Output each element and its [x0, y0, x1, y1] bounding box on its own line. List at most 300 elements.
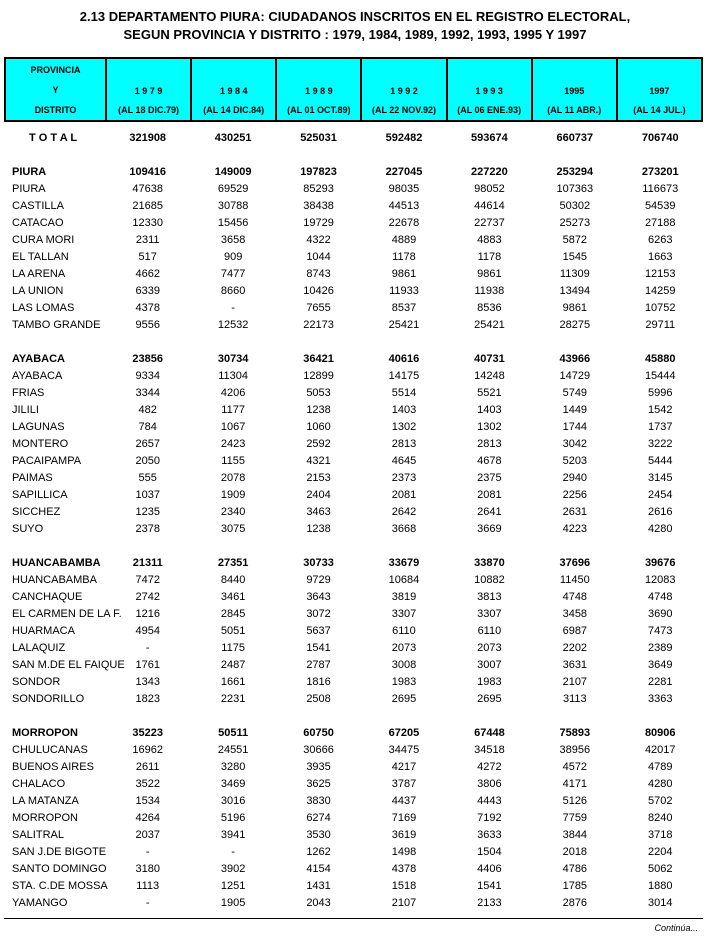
table-row-morropon: [4, 725, 703, 742]
value-cell: 29711: [645, 319, 676, 331]
page-title: [0, 0, 710, 44]
page-title-line2: SEGUN PROVINCIA Y DISTRITO : 1979, 1984, 1989, 1992, 1993, 1995 Y 1997: [123, 27, 587, 42]
table-row-buenos-aires: [4, 759, 703, 776]
value-cell: 592482: [385, 132, 423, 144]
value-cell: 1178: [392, 251, 416, 263]
value-cell: 3669: [477, 523, 502, 535]
spacer-row: [4, 538, 703, 555]
value-cell: 1545: [562, 251, 588, 263]
row-label: HUANCABAMBA: [12, 557, 101, 569]
value-cell: 67448: [474, 727, 505, 739]
value-cell: 4321: [306, 455, 331, 467]
value-cell: 28275: [559, 319, 591, 331]
value-cell: 4678: [477, 455, 502, 467]
table-row-yamango: [4, 895, 703, 912]
value-cell: 2018: [562, 846, 588, 858]
value-cell: 6987: [562, 625, 588, 637]
value-cell: 3718: [648, 829, 673, 841]
value-cell: 2642: [391, 506, 417, 518]
row-label: EL TALLAN: [12, 251, 69, 263]
value-cell: 50511: [218, 727, 249, 739]
table-row-san-j-de-bigote: [4, 844, 703, 861]
value-cell: 12330: [132, 217, 163, 229]
value-cell: 1060: [306, 421, 331, 433]
table-row-ayabaca: [4, 351, 703, 368]
value-cell: 11309: [559, 268, 590, 280]
value-cell: 1534: [135, 795, 160, 807]
table-row-las-lomas: [4, 300, 703, 317]
value-cell: 2631: [562, 506, 588, 518]
value-cell: 9861: [562, 302, 588, 314]
value-cell: 10684: [388, 574, 420, 586]
table-row-suyo: [4, 521, 703, 538]
table-row-santo-domingo: [4, 861, 703, 878]
value-cell: 3145: [648, 472, 673, 484]
value-cell: 4889: [391, 234, 417, 246]
value-cell: 2378: [135, 523, 160, 535]
page-title-line1: 2.13 DEPARTAMENTO PIURA: CIUDADANOS INSCRITOS EN EL REGISTRO ELECTORAL,: [79, 9, 631, 24]
value-cell: 227220: [471, 166, 508, 178]
table-row-huancabamba: [4, 555, 703, 572]
value-cell: 1880: [648, 880, 673, 892]
table-row-sicchez: [4, 504, 703, 521]
row-label: MONTERO: [12, 438, 69, 450]
value-cell: 44614: [474, 200, 505, 212]
row-label: MORROPON: [12, 812, 78, 824]
value-cell: 3072: [306, 608, 331, 620]
table-row-frias: [4, 385, 703, 402]
value-cell: 12083: [644, 574, 676, 586]
table-row-chalaco: [4, 776, 703, 793]
value-cell: 1037: [135, 489, 160, 501]
value-cell: 5749: [562, 387, 588, 399]
value-cell: 3935: [306, 761, 331, 773]
value-cell: 1067: [220, 421, 246, 433]
value-cell: 2611: [135, 761, 160, 773]
value-cell: 4171: [562, 778, 588, 790]
value-cell: 33870: [474, 557, 505, 569]
row-label: LAS LOMAS: [12, 302, 75, 314]
value-cell: 12899: [303, 370, 334, 382]
value-cell: 5514: [391, 387, 417, 399]
value-cell: 7192: [477, 812, 502, 824]
row-label: SONDORILLO: [12, 693, 85, 705]
value-cell: 3941: [220, 829, 246, 841]
value-cell: 2231: [220, 693, 246, 705]
value-cell: 2043: [306, 897, 331, 909]
value-cell: 3830: [306, 795, 331, 807]
value-cell: 109416: [129, 166, 167, 178]
value-cell: 4264: [135, 812, 160, 824]
value-cell: 13494: [559, 285, 591, 297]
value-cell: 5521: [477, 387, 502, 399]
table-bottom-rule: [4, 918, 703, 919]
value-cell: 4378: [135, 302, 160, 314]
value-cell: 6339: [135, 285, 160, 297]
row-label: LA UNION: [12, 285, 64, 297]
row-label: CURA MORI: [12, 234, 75, 246]
value-cell: 8536: [477, 302, 502, 314]
header-date-label: (AL 22 NOV.92): [371, 105, 436, 115]
header-year-label: 1 9 9 2: [390, 86, 418, 96]
value-cell: 3902: [220, 863, 246, 875]
row-label: STA. C.DE MOSSA: [12, 880, 108, 892]
value-cell: 3075: [220, 523, 246, 535]
value-cell: 34518: [474, 744, 505, 756]
row-label: LAGUNAS: [12, 421, 65, 433]
value-cell: 4748: [648, 591, 673, 603]
value-cell: 1761: [135, 659, 160, 671]
value-cell: 4748: [562, 591, 588, 603]
header-year-label: 1 9 8 9: [305, 86, 333, 96]
value-cell: 4223: [562, 523, 588, 535]
spacer-row: [4, 334, 703, 351]
table-row-salitral: [4, 827, 703, 844]
value-cell: 54539: [644, 200, 676, 212]
value-cell: 4437: [391, 795, 417, 807]
header-year-label: 1995: [564, 86, 585, 96]
value-cell: 1343: [135, 676, 160, 688]
value-cell: 8440: [220, 574, 246, 586]
value-cell: 2073: [391, 642, 417, 654]
value-cell: 98052: [474, 183, 505, 195]
value-cell: 4272: [477, 761, 502, 773]
value-cell: -: [231, 846, 235, 858]
value-cell: 3643: [306, 591, 331, 603]
table-row-morropon: [4, 810, 703, 827]
value-cell: 1238: [306, 404, 331, 416]
value-cell: 321908: [129, 132, 167, 144]
value-cell: 10882: [474, 574, 505, 586]
value-cell: 4883: [477, 234, 502, 246]
value-cell: 4572: [562, 761, 588, 773]
table-row-huarmaca: [4, 623, 703, 640]
value-cell: 11933: [389, 285, 419, 297]
value-cell: 33679: [388, 557, 420, 569]
value-cell: 2389: [648, 642, 673, 654]
value-cell: 80906: [644, 727, 676, 739]
row-label: BUENOS AIRES: [12, 761, 94, 773]
value-cell: 1403: [391, 404, 417, 416]
value-cell: 2876: [562, 897, 588, 909]
value-cell: 3625: [306, 778, 331, 790]
value-cell: 38956: [559, 744, 591, 756]
value-cell: 3363: [648, 693, 673, 705]
value-cell: 9556: [135, 319, 160, 331]
value-cell: 3668: [391, 523, 417, 535]
value-cell: 14729: [559, 370, 591, 382]
value-cell: 2050: [135, 455, 160, 467]
value-cell: 1262: [306, 846, 331, 858]
value-cell: 22678: [388, 217, 420, 229]
table-row-lagunas: [4, 419, 703, 436]
value-cell: 1504: [477, 846, 502, 858]
value-cell: 30666: [303, 744, 334, 756]
row-label: CATACAO: [12, 217, 64, 229]
value-cell: 4280: [648, 778, 673, 790]
table-row-chulucanas: [4, 742, 703, 759]
header-cell-year-1995: [533, 59, 618, 120]
table-row-piura: [4, 164, 703, 181]
value-cell: 430251: [214, 132, 252, 144]
table-row-lalaquiz: [4, 640, 703, 657]
table-row-catacao: [4, 215, 703, 232]
value-cell: 2340: [220, 506, 246, 518]
row-label: FRIAS: [12, 387, 45, 399]
header-date-label: (AL 18 DIC.79): [118, 105, 179, 115]
value-cell: 24551: [217, 744, 249, 756]
value-cell: 42017: [644, 744, 676, 756]
value-cell: 1542: [648, 404, 673, 416]
value-cell: 3008: [391, 659, 417, 671]
value-cell: 227045: [385, 166, 423, 178]
value-cell: 197823: [300, 166, 337, 178]
value-cell: 14259: [644, 285, 676, 297]
value-cell: 3016: [220, 795, 246, 807]
value-cell: 3180: [135, 863, 160, 875]
value-cell: 3819: [391, 591, 417, 603]
value-cell: 1498: [391, 846, 417, 858]
row-label: JILILI: [12, 404, 39, 416]
value-cell: 3522: [135, 778, 160, 790]
value-cell: 1518: [391, 880, 417, 892]
value-cell: 7655: [306, 302, 331, 314]
value-cell: 2813: [477, 438, 502, 450]
value-cell: -: [231, 302, 235, 314]
value-cell: 3844: [562, 829, 588, 841]
value-cell: 11304: [218, 370, 249, 382]
value-cell: 1744: [562, 421, 588, 433]
value-cell: 1403: [477, 404, 502, 416]
value-cell: 38438: [303, 200, 334, 212]
table-row-paimas: [4, 470, 703, 487]
row-label: HUANCABAMBA: [12, 574, 97, 586]
header-provincia-label: PROVINCIA: [30, 65, 81, 75]
value-cell: 16962: [132, 744, 163, 756]
value-cell: 1785: [562, 880, 588, 892]
row-label: SICCHEZ: [12, 506, 61, 518]
row-label: CANCHAQUE: [12, 591, 83, 603]
value-cell: 5872: [562, 234, 588, 246]
header-cell-year-1984: [192, 59, 277, 120]
value-cell: 2508: [306, 693, 331, 705]
value-cell: 4645: [391, 455, 417, 467]
value-cell: 2592: [306, 438, 331, 450]
value-cell: 2845: [220, 608, 246, 620]
value-cell: 2695: [477, 693, 502, 705]
value-cell: 2487: [220, 659, 246, 671]
value-cell: 1044: [306, 251, 331, 263]
row-label: PACAIPAMPA: [12, 455, 82, 467]
spacer-row: [4, 708, 703, 725]
value-cell: 1909: [220, 489, 246, 501]
value-cell: 2078: [220, 472, 246, 484]
value-cell: 7473: [648, 625, 673, 637]
value-cell: 11938: [474, 285, 505, 297]
value-cell: 149009: [214, 166, 252, 178]
table-row-t-o-t-a-l: [4, 130, 703, 147]
row-label: AYABACA: [12, 370, 63, 382]
value-cell: 2281: [648, 676, 673, 688]
value-cell: 1175: [221, 642, 245, 654]
header-distrito-label: DISTRITO: [34, 105, 77, 115]
header-cell-provincia-distrito: [6, 59, 107, 120]
value-cell: 4206: [220, 387, 246, 399]
value-cell: 2454: [648, 489, 673, 501]
table-row-sapillica: [4, 487, 703, 504]
row-label: PAIMAS: [12, 472, 53, 484]
value-cell: 5062: [648, 863, 673, 875]
value-cell: 1661: [220, 676, 246, 688]
value-cell: 43966: [559, 353, 591, 365]
value-cell: 2940: [562, 472, 588, 484]
row-label: CHALACO: [12, 778, 66, 790]
value-cell: 2081: [477, 489, 502, 501]
value-cell: 22173: [303, 319, 334, 331]
value-cell: 3344: [135, 387, 160, 399]
value-cell: 5702: [648, 795, 673, 807]
row-label: LALAQUIZ: [12, 642, 66, 654]
value-cell: 6110: [477, 625, 502, 637]
table-row-pacaipampa: [4, 453, 703, 470]
row-label: TAMBO GRANDE: [12, 319, 101, 331]
header-y-label: Y: [52, 85, 59, 95]
value-cell: 3469: [220, 778, 246, 790]
value-cell: 5444: [648, 455, 673, 467]
value-cell: 5637: [306, 625, 331, 637]
table-row-montero: [4, 436, 703, 453]
spacer-row: [4, 147, 703, 164]
header-cell-year-1989: [277, 59, 362, 120]
value-cell: 2423: [220, 438, 246, 450]
table-row-san-m-de-el-faique: [4, 657, 703, 674]
row-label: LA MATANZA: [12, 795, 79, 807]
value-cell: 50302: [559, 200, 591, 212]
value-cell: 3787: [391, 778, 417, 790]
value-cell: 21311: [132, 557, 163, 569]
value-cell: 2616: [648, 506, 673, 518]
header-date-label: (AL 06 ENE.93): [457, 105, 522, 115]
value-cell: 1737: [648, 421, 673, 433]
value-cell: 25421: [474, 319, 505, 331]
table-row-la-union: [4, 283, 703, 300]
value-cell: 9861: [391, 268, 417, 280]
value-cell: 3463: [306, 506, 331, 518]
value-cell: 27351: [217, 557, 249, 569]
value-cell: 2037: [135, 829, 160, 841]
value-cell: 2813: [391, 438, 417, 450]
value-cell: -: [145, 642, 150, 654]
row-label: HUARMACA: [12, 625, 75, 637]
header-cell-year-1992: [362, 59, 447, 120]
value-cell: 35223: [132, 727, 163, 739]
value-cell: 1905: [220, 897, 246, 909]
value-cell: 2073: [477, 642, 502, 654]
value-cell: 1238: [306, 523, 331, 535]
value-cell: 5051: [220, 625, 246, 637]
value-cell: 4154: [306, 863, 331, 875]
value-cell: 30734: [217, 353, 249, 365]
value-cell: 4662: [135, 268, 160, 280]
table-row-sondorillo: [4, 691, 703, 708]
value-cell: 67205: [388, 727, 420, 739]
value-cell: 4378: [391, 863, 417, 875]
value-cell: 8743: [306, 268, 331, 280]
value-cell: 2657: [135, 438, 160, 450]
table-row-canchaque: [4, 589, 703, 606]
value-cell: 1178: [477, 251, 502, 263]
value-cell: 7477: [220, 268, 246, 280]
value-cell: 1431: [306, 880, 331, 892]
row-label: SANTO DOMINGO: [12, 863, 107, 875]
value-cell: 3813: [477, 591, 502, 603]
value-cell: 3007: [477, 659, 502, 671]
table-row-ayabaca: [4, 368, 703, 385]
value-cell: 3014: [648, 897, 673, 909]
value-cell: 1177: [221, 404, 245, 416]
header-cell-year-1979: [107, 59, 192, 120]
value-cell: 7759: [562, 812, 588, 824]
value-cell: 3658: [220, 234, 246, 246]
value-cell: 3280: [220, 761, 246, 773]
value-cell: 273201: [641, 166, 679, 178]
value-cell: 2375: [477, 472, 502, 484]
value-cell: 6110: [392, 625, 416, 637]
value-cell: 1155: [221, 455, 245, 467]
header-date-label: (AL 11 ABR.): [547, 105, 602, 115]
value-cell: 2107: [391, 897, 417, 909]
table-row-piura: [4, 181, 703, 198]
value-cell: 5053: [306, 387, 331, 399]
value-cell: 3458: [562, 608, 588, 620]
value-cell: 525031: [300, 132, 337, 144]
value-cell: 7169: [391, 812, 417, 824]
table-row-jilili: [4, 402, 703, 419]
value-cell: 5203: [562, 455, 588, 467]
value-cell: 9861: [477, 268, 502, 280]
value-cell: 1823: [135, 693, 160, 705]
value-cell: 10426: [303, 285, 334, 297]
value-cell: 45880: [644, 353, 676, 365]
value-cell: 14175: [388, 370, 420, 382]
value-cell: 8537: [391, 302, 417, 314]
value-cell: 2256: [562, 489, 588, 501]
value-cell: 2204: [648, 846, 673, 858]
table-header: [4, 57, 703, 122]
value-cell: 660737: [556, 132, 594, 144]
value-cell: 2742: [135, 591, 160, 603]
value-cell: 85293: [303, 183, 334, 195]
table-row-huancabamba: [4, 572, 703, 589]
table-row-cura-mori: [4, 232, 703, 249]
value-cell: 2107: [562, 676, 588, 688]
value-cell: 1663: [648, 251, 673, 263]
value-cell: 3631: [562, 659, 588, 671]
value-cell: 14248: [474, 370, 505, 382]
value-cell: 9334: [135, 370, 160, 382]
value-cell: 2695: [391, 693, 417, 705]
header-date-label: (AL 14 DIC.84): [203, 105, 265, 115]
value-cell: 2641: [477, 506, 502, 518]
row-label: CASTILLA: [12, 200, 64, 212]
value-cell: 3806: [477, 778, 502, 790]
row-label: SAN J.DE BIGOTE: [12, 846, 107, 858]
value-cell: 5996: [648, 387, 673, 399]
value-cell: 3307: [391, 608, 417, 620]
value-cell: 2153: [306, 472, 331, 484]
value-cell: 4786: [562, 863, 588, 875]
value-cell: 2202: [562, 642, 588, 654]
